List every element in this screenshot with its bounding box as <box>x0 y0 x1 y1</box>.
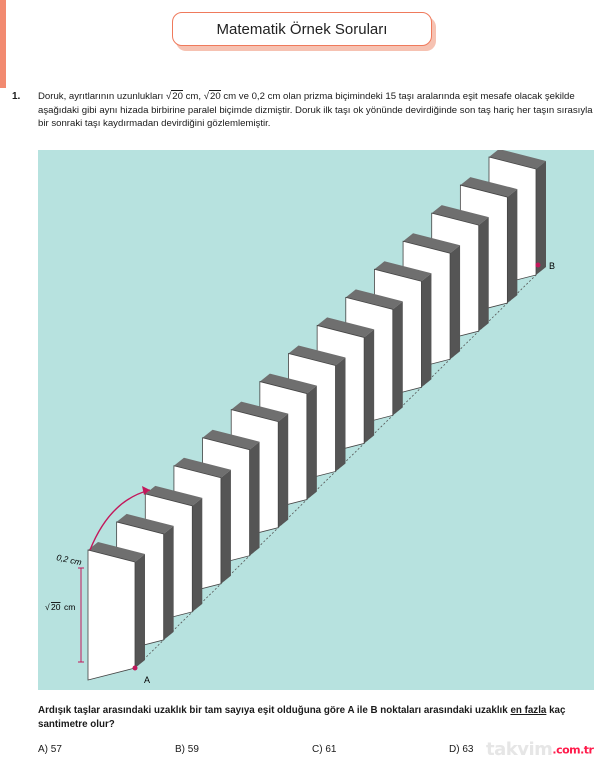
choice-d[interactable]: D) 63 <box>449 744 474 755</box>
sqrt-symbol: √ <box>203 91 209 102</box>
tile-side-edge <box>192 498 202 612</box>
prompt-part: Ardışık taşlar arasındaki uzaklık bir tam sayıya eşit olduğuna göre A ile B noktaları arasındaki uzaklık <box>38 705 511 716</box>
question-text-part: Doruk, ayrıtlarının uzunlukları <box>38 91 166 102</box>
tile-side-edge <box>135 554 145 668</box>
page-accent-bar <box>0 0 6 88</box>
question-text-part: cm ve 0,2 cm olan prizma biçimindeki 15 taşı aralarında eşit mesafe olacak şekilde aşağıdaki gibi aynı hizada birbirine paralel biçimde dizmiştir. Doruk ilk taşı ok yönünde devirdiğinde son taş hariç her taşın sırasıyla bir sonraki taşı kaydırmadan devirdiğini gözlemlemiştir. <box>38 91 593 129</box>
choice-a[interactable]: A) 57 <box>38 744 62 755</box>
point-a-marker <box>133 666 138 671</box>
prompt-part: kaç santimetre olur? <box>38 705 566 730</box>
sqrt-symbol: √ <box>165 91 172 102</box>
height-unit: cm <box>64 602 76 612</box>
question-text <box>38 90 594 131</box>
choice-c[interactable]: C) 61 <box>312 744 337 755</box>
tile-front-face <box>88 550 135 680</box>
watermark-logo <box>486 739 594 761</box>
tile-side-edge <box>336 358 346 472</box>
prompt-emphasis: en fazla <box>510 705 547 716</box>
question-text-part: cm, <box>182 91 204 102</box>
tile-side-edge <box>393 301 403 415</box>
tile-side-edge <box>250 442 260 556</box>
domino-tile <box>88 542 145 680</box>
question-number: 1. <box>12 91 21 102</box>
tile-side-edge <box>421 273 431 387</box>
tile-side-edge <box>507 189 517 303</box>
point-a-label: A <box>144 675 151 685</box>
sqrt-radicand: 20 <box>172 91 183 102</box>
domino-illustration <box>38 150 594 690</box>
tile-side-edge <box>364 329 374 443</box>
choice-b[interactable]: B) 59 <box>175 744 199 755</box>
watermark-brand: takvim <box>486 739 553 760</box>
tile-side-edge <box>307 386 317 500</box>
tile-side-edge <box>536 161 546 275</box>
tile-side-edge <box>164 526 174 640</box>
question-prompt <box>38 704 594 732</box>
point-b-label: B <box>549 261 556 271</box>
tile-side-edge <box>479 217 489 331</box>
watermark-suffix: .com.tr <box>552 743 594 757</box>
domino-figure <box>38 150 594 690</box>
height-label <box>45 602 75 612</box>
title-box <box>172 12 432 46</box>
page-title: Matematik Örnek Soruları <box>216 20 388 38</box>
thickness-label: 0,2 cm <box>55 552 83 568</box>
sqrt-symbol: √ <box>45 602 50 612</box>
point-b-marker <box>536 263 541 268</box>
tile-side-edge <box>450 245 460 359</box>
sqrt-radicand: 20 <box>209 91 221 102</box>
height-radicand: 20 <box>51 602 61 612</box>
tile-side-edge <box>221 470 231 584</box>
tile-side-edge <box>278 414 288 528</box>
